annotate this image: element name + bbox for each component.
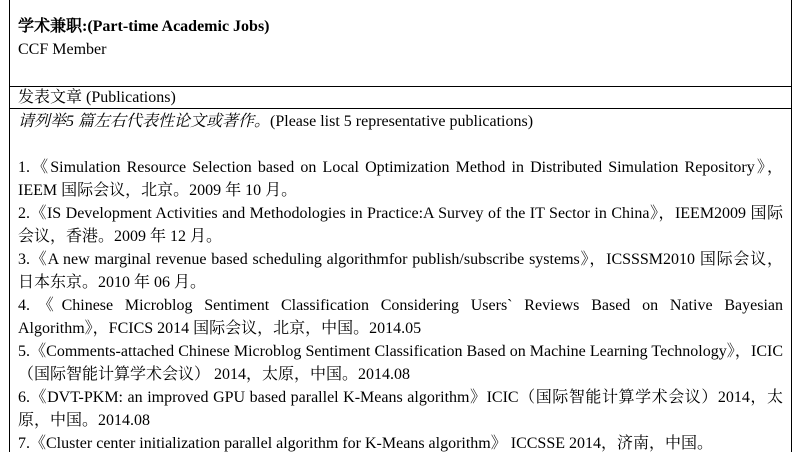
- blank-line: [18, 133, 783, 156]
- publication-item: 4.《Chinese Microblog Sentiment Classification Considering Users` Reviews Based on Native Bayesian Algorithm》，FCICS 2014 国际会议，北京，中国。2014.05: [18, 297, 783, 337]
- publication-item: 1.《Simulation Resource Selection based on Local Optimization Method in Distributed Simulation Repository》，IEEM 国际会议，北京。2009 年 10 月。: [18, 159, 783, 199]
- academic-jobs-cell: [10, 0, 791, 87]
- publications-heading: 发表文章 (Publications): [18, 89, 176, 106]
- academic-jobs-content: CCF Member: [18, 41, 107, 58]
- cv-table: [9, 0, 792, 452]
- publication-item: 7.《Cluster center initialization parallel algorithm for K-Means algorithm》 ICCSSE 2014，济南，中国。: [18, 435, 713, 452]
- publication-item: 2.《IS Development Activities and Methodologies in Practice:A Survey of the IT Sector in China》，IEEM2009 国际会议，香港。2009 年 12 月。: [18, 205, 783, 245]
- publications-heading-cell: [10, 87, 791, 109]
- publications-instruction: [18, 110, 783, 133]
- publication-item: 6.《DVT-PKM: an improved GPU based parallel K-Means algorithm》ICIC（国际智能计算学术会议）2014，太原，中国。2014.08: [18, 389, 783, 429]
- publication-item: 3.《A new marginal revenue based scheduling algorithmfor publish/subscribe systems》，ICSSSM2010 国际会议，日本东京。2010 年 06 月。: [18, 251, 783, 291]
- instruction-en: (Please list 5 representative publications): [270, 113, 534, 130]
- publications-list-cell: [10, 109, 791, 452]
- publication-item: 5.《Comments-attached Chinese Microblog Sentiment Classification Based on Machine Learning Technology》，ICIC（国际智能计算学术会议） 2014，太原，中国。2014.08: [18, 343, 783, 383]
- instruction-cn: 请列举5 篇左右代表性论文或著作。: [18, 113, 271, 130]
- academic-jobs-title: 学术兼职:(Part-time Academic Jobs): [18, 18, 270, 35]
